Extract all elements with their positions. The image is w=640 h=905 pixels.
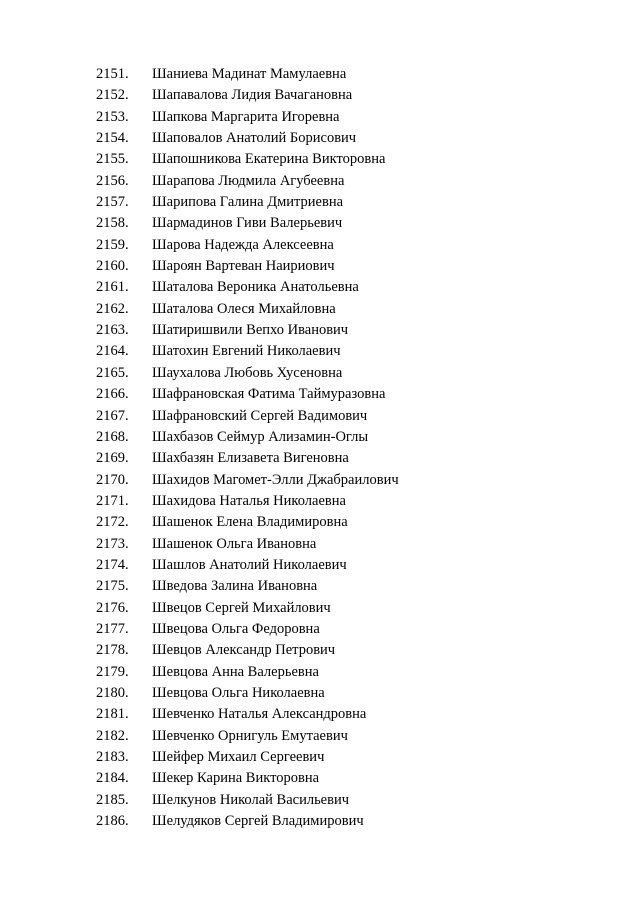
entry-number: 2156. — [96, 172, 129, 189]
list-item — [96, 491, 616, 512]
list-item — [96, 448, 616, 469]
entry-name: Шапошникова Екатерина Викторовна — [152, 151, 386, 168]
entry-number: 2161. — [96, 279, 129, 296]
list-item — [96, 534, 616, 555]
entry-name: Шекер Карина Викторовна — [152, 770, 320, 787]
entry-name: Шаталова Олеся Михайловна — [152, 300, 336, 317]
list-item — [96, 299, 616, 320]
entry-number: 2152. — [96, 87, 129, 104]
list-item — [96, 320, 616, 341]
entry-name: Шаповалов Анатолий Борисович — [152, 130, 357, 147]
entry-number: 2151. — [96, 66, 129, 82]
entry-name: Шахидова Наталья Николаевна — [152, 492, 346, 509]
entry-name: Шевченко Наталья Александровна — [152, 706, 367, 723]
entry-name: Шелкунов Николай Васильевич — [152, 791, 350, 808]
entry-number: 2160. — [96, 258, 129, 275]
entry-number: 2169. — [96, 450, 129, 467]
list-item — [96, 427, 616, 448]
list-item — [96, 726, 616, 747]
list-item — [96, 470, 616, 491]
entry-number: 2165. — [96, 364, 129, 381]
entry-name: Шевцова Ольга Николаевна — [152, 684, 325, 701]
list-item — [96, 149, 616, 170]
entry-number: 2184. — [96, 770, 129, 787]
entry-name: Шахидов Магомет-Элли Джабраилович — [152, 471, 399, 488]
list-item — [96, 64, 616, 85]
entry-name: Шаниева Мадинат Мамулаевна — [152, 66, 347, 82]
entry-number: 2178. — [96, 642, 129, 659]
entry-name: Шароян Вартеван Наириович — [152, 258, 335, 275]
list-item — [96, 683, 616, 704]
list-item — [96, 192, 616, 213]
entry-name: Швецов Сергей Михайлович — [152, 599, 331, 616]
entry-name: Шашлов Анатолий Николаевич — [152, 556, 347, 573]
list-item — [96, 384, 616, 405]
entry-number: 2166. — [96, 386, 129, 403]
entry-number: 2158. — [96, 215, 129, 232]
entry-name: Шафрановский Сергей Вадимович — [152, 407, 368, 424]
entry-name: Шарипова Галина Дмитриевна — [152, 194, 344, 211]
list-item — [96, 555, 616, 576]
list-item — [96, 256, 616, 277]
list-item — [96, 662, 616, 683]
entry-number: 2172. — [96, 514, 129, 531]
entry-number: 2155. — [96, 151, 129, 168]
entry-number: 2171. — [96, 492, 129, 509]
entry-name: Шевченко Орнигуль Емутаевич — [152, 727, 348, 744]
entry-number: 2177. — [96, 620, 129, 637]
list-item — [96, 598, 616, 619]
entry-number: 2168. — [96, 428, 129, 445]
entry-name: Шейфер Михаил Сергеевич — [152, 749, 325, 765]
entry-name: Шарапова Людмила Агубеевна — [152, 172, 345, 189]
list-item — [96, 85, 616, 106]
entry-name: Шахбазов Сеймур Ализамин-Оглы — [152, 428, 369, 445]
entry-number: 2174. — [96, 556, 129, 573]
entry-number: 2170. — [96, 471, 129, 488]
entry-number: 2173. — [96, 535, 129, 552]
list-item — [96, 128, 616, 149]
entry-number: 2154. — [96, 130, 129, 147]
entry-name: Шатохин Евгений Николаевич — [152, 343, 341, 360]
entry-name: Шаухалова Любовь Хусеновна — [152, 364, 343, 381]
entry-number: 2175. — [96, 578, 129, 595]
list-item — [96, 619, 616, 640]
entry-name: Шведова Залина Ивановна — [152, 578, 318, 595]
list-item — [96, 213, 616, 234]
entry-number: 2167. — [96, 407, 129, 424]
entry-name: Шаталова Вероника Анатольевна — [152, 279, 359, 296]
entry-number: 2182. — [96, 727, 129, 744]
list-item — [96, 235, 616, 256]
entry-number: 2186. — [96, 813, 129, 830]
list-item — [96, 512, 616, 533]
list-item — [96, 171, 616, 192]
entry-number: 2164. — [96, 343, 129, 360]
entry-number: 2153. — [96, 108, 129, 125]
entry-name: Шапавалова Лидия Вачагановна — [152, 87, 353, 104]
list-item — [96, 341, 616, 362]
entry-number: 2181. — [96, 706, 129, 723]
entry-number: 2185. — [96, 791, 129, 808]
entry-name: Шахбазян Елизавета Вигеновна — [152, 450, 349, 467]
entry-number: 2159. — [96, 236, 129, 253]
entry-number: 2183. — [96, 749, 129, 765]
entry-name: Шапкова Маргарита Игоревна — [152, 108, 340, 125]
list-item — [96, 576, 616, 597]
entry-name: Шашенок Елена Владимировна — [152, 514, 348, 531]
entry-number: 2162. — [96, 300, 129, 317]
entry-name: Шарова Надежда Алексеевна — [152, 236, 334, 253]
entry-number: 2176. — [96, 599, 129, 616]
entry-name: Шелудяков Сергей Владимирович — [152, 813, 364, 830]
entry-name: Шармадинов Гиви Валерьевич — [152, 215, 343, 232]
entry-name: Швецова Ольга Федоровна — [152, 620, 320, 637]
name-list — [96, 64, 616, 832]
list-item — [96, 704, 616, 725]
list-item — [96, 277, 616, 298]
list-item — [96, 406, 616, 427]
entry-name: Шатиришвили Вепхо Иванович — [152, 322, 349, 339]
entry-name: Шевцова Анна Валерьевна — [152, 663, 319, 680]
list-item — [96, 363, 616, 384]
list-item — [96, 790, 616, 811]
list-item — [96, 768, 616, 789]
entry-number: 2179. — [96, 663, 129, 680]
entry-number: 2180. — [96, 684, 129, 701]
list-item — [96, 811, 616, 832]
entry-name: Шашенок Ольга Ивановна — [152, 535, 317, 552]
list-item — [96, 640, 616, 661]
entry-number: 2163. — [96, 322, 129, 339]
entry-name: Шафрановская Фатима Таймуразовна — [152, 386, 386, 403]
list-item — [96, 747, 616, 768]
list-item — [96, 107, 616, 128]
entry-number: 2157. — [96, 194, 129, 211]
entry-name: Шевцов Александр Петрович — [152, 642, 336, 659]
